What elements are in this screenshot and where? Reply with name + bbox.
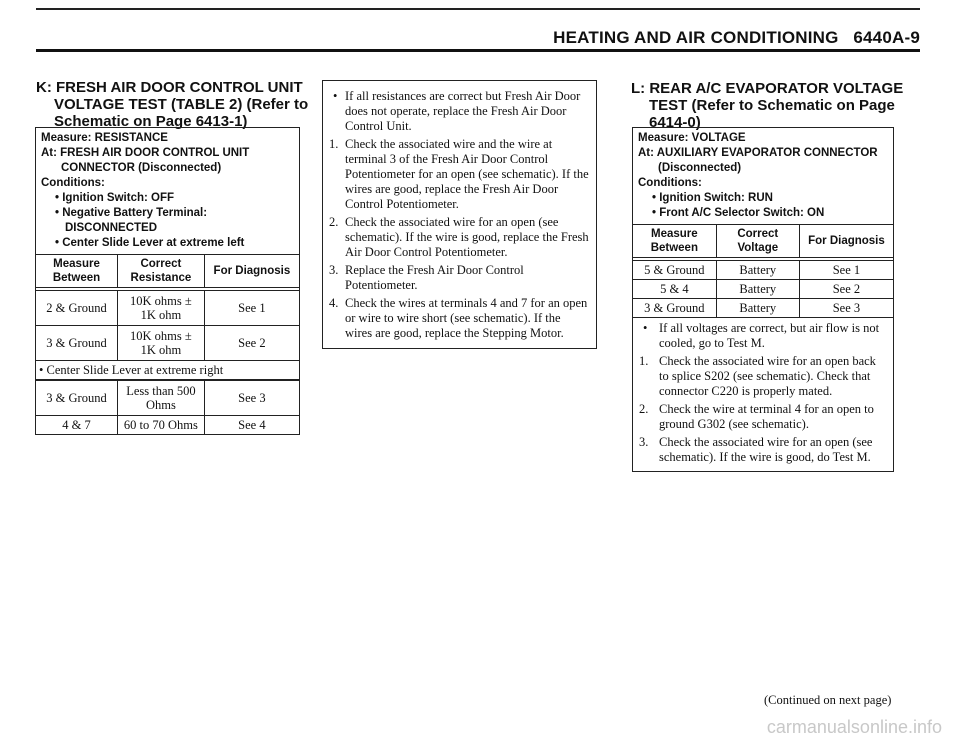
note-text: Check the associated wire for an open (see schematic). If the wire is good, do Test M. xyxy=(659,435,873,464)
measure-label: Measure: RESISTANCE xyxy=(41,132,168,144)
test-conditions xyxy=(36,128,299,254)
condition-item: • Front A/C Selector Switch: ON xyxy=(652,207,825,219)
cell: Battery xyxy=(716,280,799,299)
section-k-title xyxy=(36,79,308,130)
note-text: Replace the Fresh Air Door Control Potentiometer. xyxy=(345,263,524,292)
note-bullet: • If all voltages are correct, but air flow is not cooled, go to Test M. xyxy=(639,321,887,351)
condition-item: • Ignition Switch: RUN xyxy=(652,192,773,204)
title-line: Schematic on Page 6413-1) xyxy=(54,113,248,130)
item-number: 4. xyxy=(329,296,339,310)
cell: See 2 xyxy=(204,326,299,361)
note-item xyxy=(329,263,590,293)
table-header xyxy=(633,225,893,260)
cell: See 2 xyxy=(799,280,893,299)
table-row xyxy=(36,289,299,326)
header-title: HEATING AND AIR CONDITIONING xyxy=(553,28,839,47)
item-number: 2. xyxy=(639,402,649,416)
title-line: L: REAR A/C EVAPORATOR VOLTAGE xyxy=(631,80,904,97)
note-item xyxy=(639,354,887,399)
resistance-table xyxy=(36,254,299,434)
cell: Less than 500 Ohms xyxy=(118,380,205,416)
title-line: VOLTAGE TEST (TABLE 2) (Refer to xyxy=(54,96,309,113)
note-item xyxy=(639,435,887,465)
section-l-notes xyxy=(633,318,893,471)
cell: 5 & 4 xyxy=(633,280,716,299)
note-text: Check the wire at terminal 4 for an open to ground G302 (see schematic). xyxy=(659,402,874,431)
item-number: 3. xyxy=(329,263,339,277)
note-text: Check the associated wire for an open back to splice S202 (see schematic). Check that connector C220 is properly mated. xyxy=(659,354,876,398)
watermark: carmanualsonline.info xyxy=(766,717,942,737)
page-number: 6440A-9 xyxy=(853,28,920,47)
at-label: (Disconnected) xyxy=(658,162,742,174)
page-header xyxy=(553,28,920,48)
column-header: Measure Between xyxy=(633,225,716,260)
cell: See 1 xyxy=(204,289,299,326)
cell: Battery xyxy=(716,259,799,280)
cell: 10K ohms ± 1K ohm xyxy=(118,326,205,361)
note-item xyxy=(329,296,590,341)
title-line: TEST (Refer to Schematic on Page xyxy=(649,97,895,114)
continued-note: (Continued on next page) xyxy=(764,693,892,707)
cell: Battery xyxy=(716,299,799,318)
table-row xyxy=(633,280,893,299)
title-line: 6414-0) xyxy=(649,114,701,131)
table-row xyxy=(633,259,893,280)
test-conditions xyxy=(633,128,893,224)
table-row xyxy=(36,416,299,435)
at-label: CONNECTOR (Disconnected) xyxy=(61,162,222,174)
section-l-table xyxy=(632,127,894,472)
item-number: 1. xyxy=(329,137,339,151)
note-text: Check the wires at terminals 4 and 7 for an open or wire to wire short (see schematic). If the wires are good, replace the Stepping Motor. xyxy=(345,296,588,340)
conditions-label: Conditions: xyxy=(638,177,702,189)
header-rule xyxy=(36,49,920,52)
table-row xyxy=(633,299,893,318)
cell: 60 to 70 Ohms xyxy=(118,416,205,435)
cell: 5 & Ground xyxy=(633,259,716,280)
note-text: If all resistances are correct but Fresh Air Door does not operate, replace the Fresh Air Door Control Unit. xyxy=(345,89,581,133)
item-number: 2. xyxy=(329,215,339,229)
condition-item: • Ignition Switch: OFF xyxy=(55,192,175,204)
at-label: At: AUXILIARY EVAPORATOR CONNECTOR xyxy=(638,147,878,159)
cell: 3 & Ground xyxy=(36,326,118,361)
table-row xyxy=(36,380,299,416)
column-header: Measure Between xyxy=(36,255,118,290)
table-header xyxy=(36,255,299,290)
column-header: Correct Resistance xyxy=(118,255,205,290)
section-k-notes xyxy=(322,80,597,349)
note-text: Check the associated wire and the wire at terminal 3 of the Fresh Air Door Control Potentiometer for an open (see schematic). If the wires are good, replace the Fresh Air Door Control Potentiometer. xyxy=(345,137,589,211)
cell: 10K ohms ± 1K ohm xyxy=(118,289,205,326)
at-label: At: FRESH AIR DOOR CONTROL UNIT xyxy=(41,147,250,159)
column-header: For Diagnosis xyxy=(799,225,893,260)
item-number: 1. xyxy=(639,354,649,368)
cell: 3 & Ground xyxy=(36,380,118,416)
conditions-label: Conditions: xyxy=(41,177,105,189)
note-item xyxy=(329,137,590,212)
condition-item: • Negative Battery Terminal: xyxy=(55,207,208,219)
title-line: K: FRESH AIR DOOR CONTROL UNIT xyxy=(36,79,303,96)
cell: See 3 xyxy=(204,380,299,416)
cell: 2 & Ground xyxy=(36,289,118,326)
table-row xyxy=(36,326,299,361)
section-l-title xyxy=(631,80,903,131)
measure-label: Measure: VOLTAGE xyxy=(638,132,746,144)
cell: 3 & Ground xyxy=(633,299,716,318)
item-number: 3. xyxy=(639,435,649,449)
column-header: Correct Voltage xyxy=(716,225,799,260)
section-k-table xyxy=(35,127,300,435)
note-item xyxy=(639,402,887,432)
column-header: For Diagnosis xyxy=(204,255,299,290)
cell: See 4 xyxy=(204,416,299,435)
condition-note: • Center Slide Lever at extreme right xyxy=(36,361,299,381)
note-text: If all voltages are correct, but air flow is not cooled, go to Test M. xyxy=(659,321,880,350)
top-rule xyxy=(36,8,920,10)
note-item xyxy=(329,215,590,260)
cell: See 1 xyxy=(799,259,893,280)
voltage-table xyxy=(633,224,893,318)
cell: See 3 xyxy=(799,299,893,318)
condition-item: DISCONNECTED xyxy=(65,222,158,234)
note-text: Check the associated wire for an open (see schematic). If the wire is good, replace the Fresh Air Door Control Potentiometer. xyxy=(345,215,589,259)
cell: 4 & 7 xyxy=(36,416,118,435)
note-bullet: • If all resistances are correct but Fresh Air Door does not operate, replace the Fresh Air Door Control Unit. xyxy=(329,89,590,134)
table-row xyxy=(36,361,299,381)
condition-item: • Center Slide Lever at extreme left xyxy=(55,237,245,249)
